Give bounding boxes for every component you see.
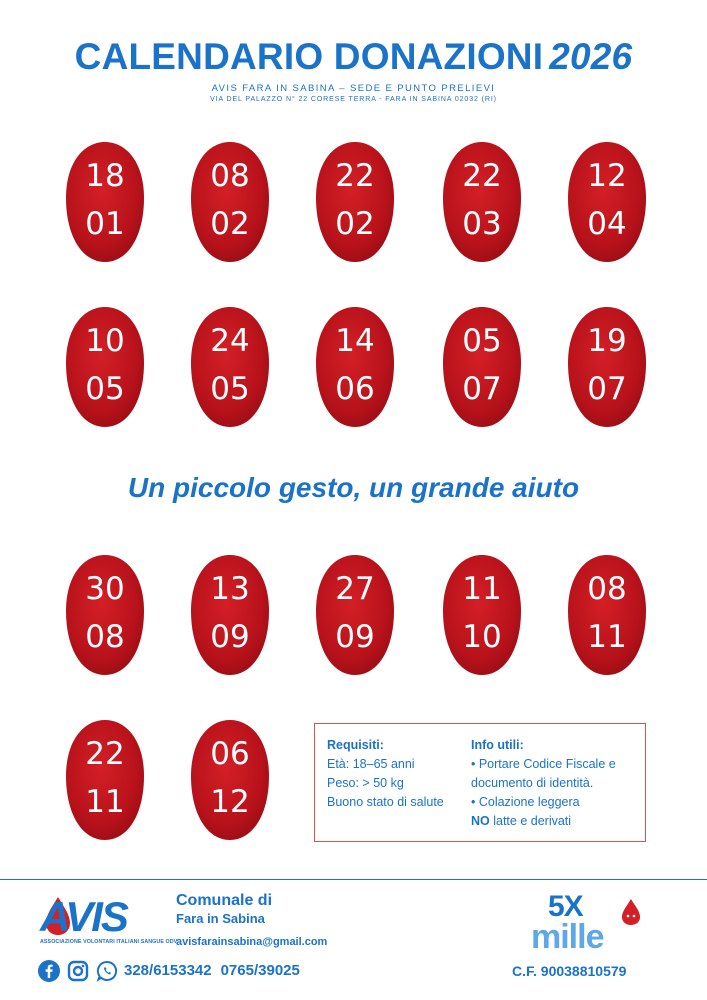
date-drop [64, 305, 146, 429]
date-month: 03 [462, 206, 502, 242]
date-month: 08 [85, 619, 125, 655]
address-line: VIA DEL PALAZZO N° 22 CORESE TERRA - FARA IN SABINA 02032 (RI) [210, 96, 497, 103]
date-drop [189, 305, 271, 429]
info-box [314, 723, 646, 842]
date-month: 05 [85, 371, 125, 407]
mille-label: mille [531, 918, 604, 956]
date-drop [189, 140, 271, 264]
date-month: 07 [587, 371, 627, 407]
five-x-label: 5X [548, 890, 583, 923]
date-drop [566, 305, 648, 429]
date-drop [314, 305, 396, 429]
date-drop [64, 718, 146, 842]
date-drop [566, 553, 648, 677]
requirements-heading: Requisiti: [327, 738, 384, 752]
date-drop [64, 553, 146, 677]
date-drop [441, 553, 523, 677]
date-day: 05 [462, 323, 502, 359]
date-day: 18 [85, 158, 125, 194]
instagram-icon[interactable] [67, 960, 89, 982]
date-month: 04 [587, 206, 627, 242]
slogan: Un piccolo gesto, un grande aiuto [127, 472, 580, 503]
date-day: 22 [85, 736, 125, 772]
date-month: 09 [210, 619, 250, 655]
tax-code: C.F. 90038810579 [512, 963, 627, 979]
date-month: 01 [85, 206, 125, 242]
date-day: 11 [462, 571, 502, 607]
date-drop [189, 553, 271, 677]
association-name: ASSOCIAZIONE VOLONTARI ITALIANI SANGUE ODV [40, 939, 178, 945]
date-month: 02 [335, 206, 375, 242]
date-month: 11 [85, 784, 125, 820]
date-day: 30 [85, 571, 125, 607]
date-day: 24 [210, 323, 250, 359]
info-heading: Info utili: [471, 738, 524, 752]
date-drop [189, 718, 271, 842]
date-day: 27 [335, 571, 375, 607]
info-line: documento di identità. [471, 776, 594, 790]
page-title: CALENDARIO DONAZIONI 2026 [74, 36, 633, 77]
page-subtitle: AVIS FARA IN SABINA – SEDE E PUNTO PRELIEVI [211, 83, 496, 94]
date-day: 08 [210, 158, 250, 194]
date-month: 09 [335, 619, 375, 655]
date-day: 12 [587, 158, 627, 194]
info-column [471, 736, 641, 831]
date-drop [441, 305, 523, 429]
date-month: 06 [335, 371, 375, 407]
date-day: 14 [335, 323, 375, 359]
date-day: 22 [335, 158, 375, 194]
info-no-rest: latte e derivati [489, 814, 572, 828]
page-title-year: 2026 [549, 36, 633, 77]
date-month: 12 [210, 784, 250, 820]
facebook-icon[interactable] [38, 960, 60, 982]
town-label: Fara in Sabina [176, 911, 265, 926]
mille-drop-icon [620, 898, 642, 931]
requirements-column [327, 736, 467, 812]
date-day: 08 [587, 571, 627, 607]
date-month: 11 [587, 619, 627, 655]
requirement-health: Buono stato di salute [327, 795, 444, 809]
date-drop [64, 140, 146, 264]
email-link[interactable]: avisfarainsabina@gmail.com [176, 936, 328, 948]
whatsapp-icon[interactable] [96, 960, 118, 982]
phone-numbers [124, 962, 309, 979]
date-day: 10 [85, 323, 125, 359]
date-month: 05 [210, 371, 250, 407]
date-day: 06 [210, 736, 250, 772]
info-line: • Portare Codice Fiscale e [471, 757, 616, 771]
info-line [471, 812, 641, 831]
phone-landline[interactable]: 0765/39025 [220, 962, 300, 979]
date-month: 02 [210, 206, 250, 242]
date-drop [441, 140, 523, 264]
date-day: 13 [210, 571, 250, 607]
avis-logo-text: AVIS [40, 893, 127, 937]
date-drop [314, 553, 396, 677]
avis-logo [38, 893, 172, 942]
date-day: 19 [587, 323, 627, 359]
date-drop [314, 140, 396, 264]
date-month: 07 [462, 371, 502, 407]
comunale-label: Comunale di [176, 892, 273, 909]
date-day: 22 [462, 158, 502, 194]
requirement-weight: Peso: > 50 kg [327, 776, 404, 790]
footer-divider [0, 879, 707, 880]
date-month: 10 [462, 619, 502, 655]
date-drop [566, 140, 648, 264]
info-line: • Colazione leggera [471, 795, 580, 809]
info-no: NO [471, 814, 490, 828]
phone-mobile[interactable]: 328/6153342 [124, 962, 212, 979]
requirement-age: Età: 18–65 anni [327, 757, 415, 771]
